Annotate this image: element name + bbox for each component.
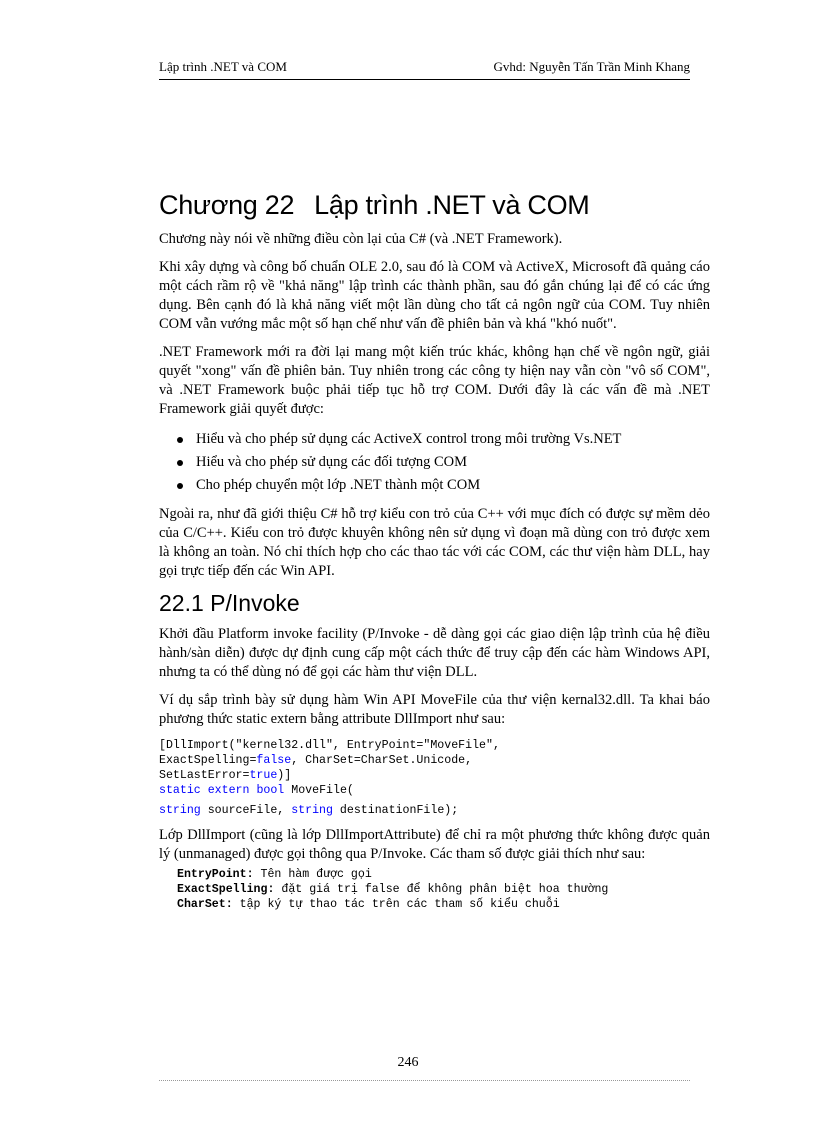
list-item-text: Cho phép chuyển một lớp .NET thành một COM [196,477,481,493]
code-line-3: SetLastError=true)] [159,769,292,782]
chapter-heading [159,190,710,221]
code-keyword: string [159,804,201,817]
pinvoke-paragraph-2: Ví dụ sắp trình bày sử dụng hàm Win API MoveFile của thư viện kernal32.dll. Ta khai báo phương thức static extern bằng attribute DllImport như sau: [159,692,710,727]
list-item [159,428,710,451]
list-item-text: Hiểu và cho phép sử dụng các ActiveX control trong môi trường Vs.NET [196,431,622,447]
running-header-title: Lập trình .NET và COM [159,59,287,74]
parameter-desc: Tên hàm được gọi [253,868,372,881]
code-line-4: static extern bool MoveFile( [159,784,354,797]
running-header-author: Gvhd: Nguyễn Tấn Trần Minh Khang [493,59,690,74]
list-item [159,474,710,497]
header-rule [159,79,690,80]
code-line-5: string sourceFile, string destinationFile); [159,804,459,817]
section-heading: 22.1 P/Invoke [159,590,300,616]
code-keyword: bool [256,784,285,797]
chapter-number: Chương 22 [159,190,295,220]
intro-paragraph-2: Khi xây dựng và công bố chuẩn OLE 2.0, sau đó là COM và ActiveX, Microsoft đã quảng cáo một cách rầm rộ về "khả năng" lập trình các thành phần, sau đó gắn chúng lại để có các ứng dụng. Bên cạnh đó là khả năng viết một lần dùng cho tất cả ngôn ngữ của COM. Tuy nhiên COM vẫn vướng mắc một số hạn chế như vấn đề phiên bản và khá "khó nuốt". [159,259,710,332]
code-line-1: [DllImport("kernel32.dll", EntryPoint="MoveFile", [159,739,500,752]
page-number: 246 [397,1055,419,1070]
parameter-item [177,897,710,912]
parameter-item [177,867,710,882]
chapter-title: Lập trình .NET và COM [314,190,590,220]
bullet-icon [177,460,183,466]
bullet-icon [177,483,183,489]
pinvoke-paragraph-1: Khởi đầu Platform invoke facility (P/Invoke - dễ dàng gọi các giao diện lập trình của hệ điều hành/sàn diễn) được dự định cung cấp một cách thức để truy cập đến các hàm Windows API, nhưng ta có thể dùng nó để gọi các hàm thư viện DLL. [159,626,710,680]
list-item [159,451,710,474]
bullet-icon [177,437,183,443]
feature-list [159,428,710,497]
list-item-text: Hiểu và cho phép sử dụng các đối tượng COM [196,454,468,470]
code-keyword: static [159,784,201,797]
code-keyword: false [256,754,292,767]
parameter-desc: đặt giá trị false để không phân biệt hoa thường [274,883,609,896]
dllimport-paragraph: Lớp DllImport (cũng là lớp DllImportAttribute) để chỉ ra một phương thức không được quản lý (unmanaged) được gọi thông qua P/Invoke. Các tham số được giải thích như sau: [159,827,710,862]
parameter-name: CharSet: [177,898,233,911]
code-block [159,738,710,818]
intro-paragraph-3: .NET Framework mới ra đời lại mang một kiến trúc khác, không hạn chế về ngôn ngữ, giải quyết "xong" vấn đề phiên bản. Tuy nhiên trong các công ty hiện nay vẫn còn "vô số COM", và .NET Framework buộc phải tiếp tục hỗ trợ COM. Dưới đây là các vấn đề mà .NET Framework giải quyết được: [159,344,710,417]
code-keyword: extern [207,784,250,797]
parameter-name: EntryPoint: [177,868,254,881]
footer-rule [159,1080,690,1081]
page-body [159,190,710,912]
code-line-2: ExactSpelling=false, CharSet=CharSet.Unicode, [159,754,473,767]
parameter-item [177,882,710,897]
pointer-paragraph: Ngoài ra, như đã giới thiệu C# hỗ trợ kiểu con trỏ của C++ với mục đích có được sự mềm dẻo của C/C++. Kiểu con trỏ được khuyên không nên sử dụng vì đoạn mã dùng con trỏ được xem là không an toàn. Nó chỉ thích hợp cho các thao tác với các COM, các thư viện hàm DLL, hay gọi trực tiếp đến các Win API. [159,506,710,579]
intro-paragraph-1: Chương này nói về những điều còn lại của C# (và .NET Framework). [159,231,563,247]
code-keyword: true [249,769,278,782]
code-keyword: string [291,804,333,817]
parameter-name: ExactSpelling: [177,883,275,896]
parameter-desc: tập ký tự thao tác trên các tham số kiểu chuỗi [232,898,560,911]
parameter-list [177,867,710,912]
